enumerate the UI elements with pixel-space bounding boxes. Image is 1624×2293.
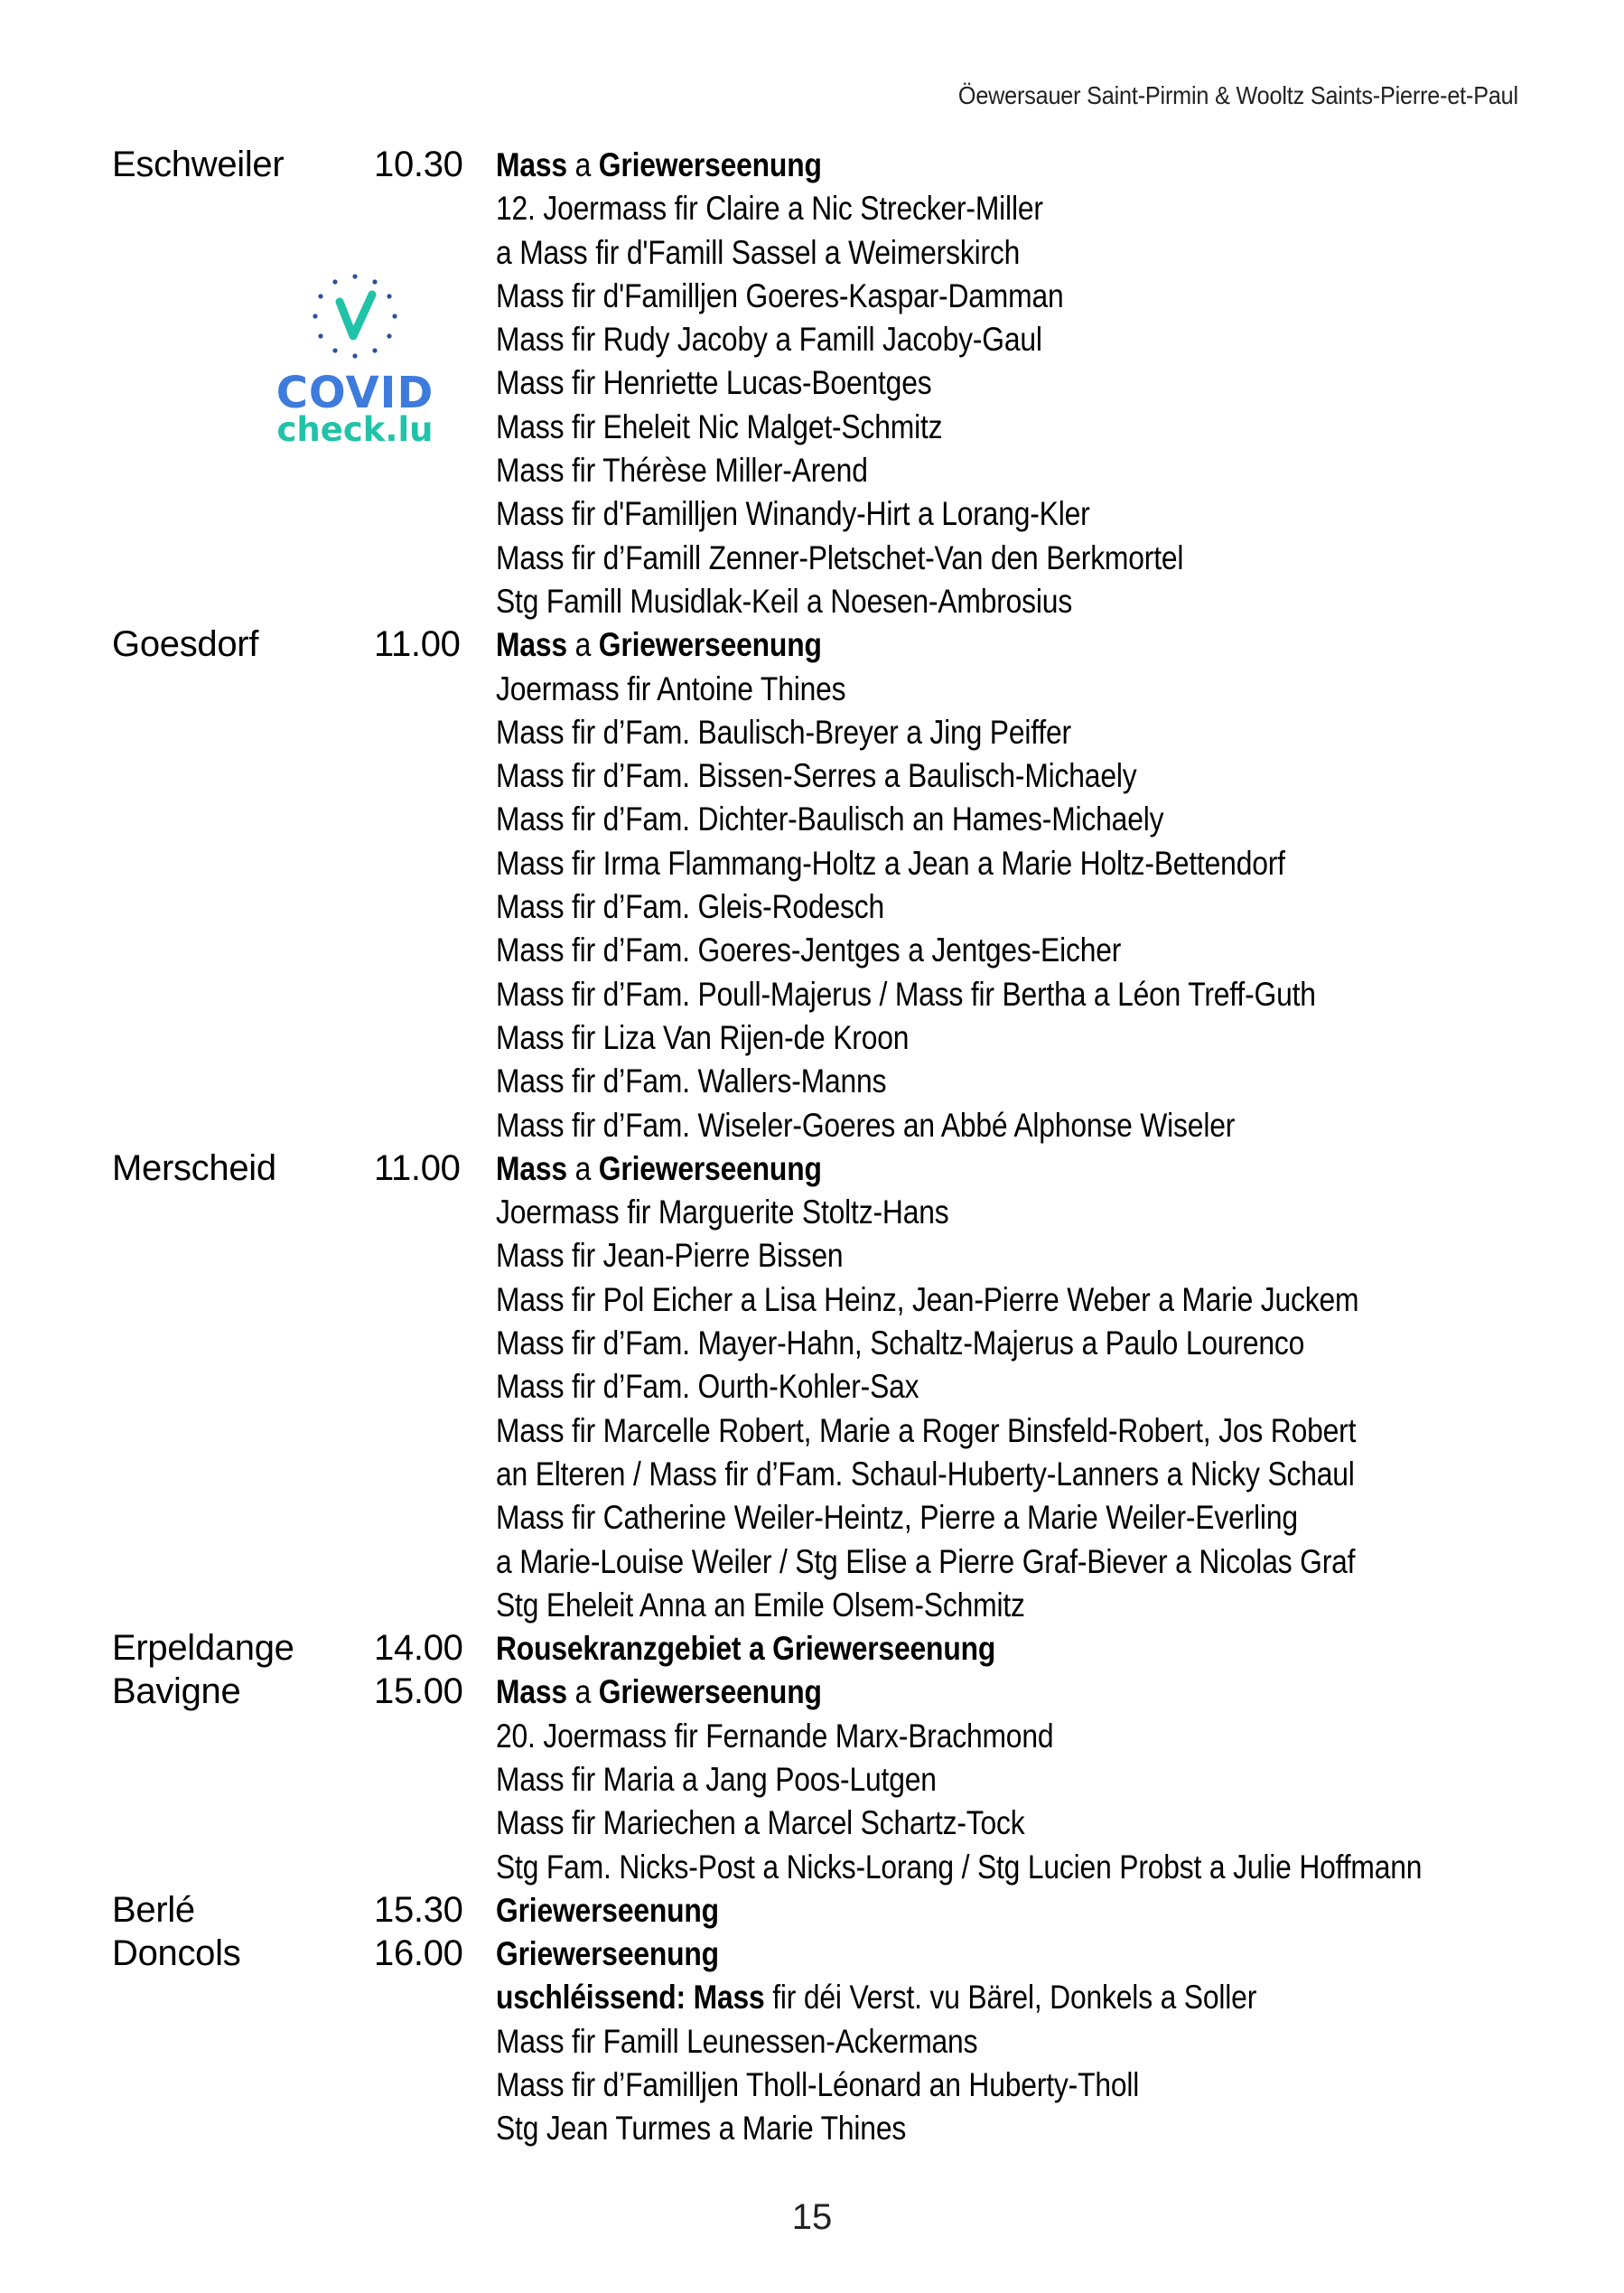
schedule-line	[0, 579, 1624, 622]
service-heading	[496, 1628, 995, 1670]
intention-line: Mass fir d’Fam. Wallers-Manns	[496, 1062, 887, 1100]
schedule-line	[0, 186, 1624, 229]
intention-line: Mass fir Henriette Lucas-Boentges	[496, 364, 932, 402]
service-time: 11.00	[374, 1147, 461, 1188]
intention-line: Mass fir d’Fam. Bissen-Serres a Baulisch-Michaely	[496, 757, 1137, 795]
intention-line: Mass fir d’Fam. Baulisch-Breyer a Jing Peiffer	[496, 713, 1071, 751]
schedule-line	[0, 841, 1624, 884]
service-time: 16.00	[374, 1933, 463, 1974]
schedule-line	[0, 1757, 1624, 1801]
heading-bold: Griewerseenung	[598, 1149, 822, 1187]
intention-line: Stg Famill Musidlak-Keil a Noesen-Ambrosius	[496, 582, 1073, 620]
schedule-line	[0, 1540, 1624, 1583]
heading-connector: a	[566, 146, 599, 183]
heading-bold: uschléissend: Mass	[496, 1979, 765, 2017]
schedule-line	[0, 1364, 1624, 1408]
schedule-line	[0, 143, 1624, 186]
schedule-line	[0, 1495, 1624, 1539]
schedule-line	[0, 1059, 1624, 1102]
intention-line: Mass fir d’Famill Zenner-Pletschet-Van den Berkmortel	[496, 538, 1184, 576]
heading-bold: Mass	[496, 626, 567, 664]
schedule-line	[0, 753, 1624, 797]
intention-line: Mass fir d’Fam. Mayer-Hahn, Schaltz-Majerus a Paulo Lourenco	[496, 1324, 1305, 1362]
page-number: 15	[791, 2197, 833, 2237]
heading-bold: Griewerseenung	[496, 1935, 719, 1973]
intention-line: Mass fir Marcelle Robert, Marie a Roger Binsfeld-Robert, Jos Robert	[496, 1411, 1357, 1449]
intention-line: Stg Fam. Nicks-Post a Nicks-Lorang / Stg Lucien Probst a Julie Hoffmann	[496, 1848, 1423, 1886]
mass-schedule	[0, 143, 1624, 2150]
heading-connector: fir déi Verst. vu Bärel, Donkels a Soller	[764, 1979, 1257, 2017]
intention-line: Mass fir Maria a Jang Poos-Lutgen	[496, 1760, 937, 1798]
heading-bold: Griewerseenung	[598, 626, 822, 664]
schedule-line	[0, 2019, 1624, 2063]
schedule-line	[0, 1015, 1624, 1059]
service-heading	[496, 1890, 719, 1932]
service-place: Merscheid	[112, 1147, 276, 1188]
service-block	[0, 1888, 1624, 1932]
schedule-line	[0, 360, 1624, 404]
schedule-line	[0, 2063, 1624, 2106]
intention-line: Mass fir d’Familljen Tholl-Léonard an Huberty-Tholl	[496, 2066, 1140, 2104]
service-block	[0, 1626, 1624, 1670]
schedule-line	[0, 1233, 1624, 1277]
schedule-line	[0, 1190, 1624, 1233]
schedule-line	[0, 1321, 1624, 1364]
heading-bold: Griewerseenung	[598, 1673, 822, 1711]
intention-line: Mass fir Famill Leunessen-Ackermans	[496, 2022, 978, 2060]
schedule-line	[0, 1452, 1624, 1495]
heading-bold: Griewerseenung	[496, 1891, 719, 1929]
service-block	[0, 1146, 1624, 1626]
heading-bold: Mass	[496, 1673, 567, 1711]
schedule-line	[0, 536, 1624, 579]
page-header: Öewersauer Saint-Pirmin & Wooltz Saints-Pierre-et-Paul	[957, 81, 1518, 109]
intention-line: Mass fir Rudy Jacoby a Famill Jacoby-Gaul	[496, 321, 1042, 359]
intention-line: 12. Joermass fir Claire a Nic Strecker-Miller	[496, 190, 1043, 228]
service-block	[0, 1670, 1624, 1887]
schedule-line	[0, 710, 1624, 753]
intention-line: Mass fir d’Fam. Wiseler-Goeres an Abbé Alphonse Wiseler	[496, 1106, 1236, 1144]
heading-connector: a	[566, 1673, 599, 1711]
service-heading	[496, 145, 822, 186]
service-block	[0, 1932, 1624, 2149]
service-place: Berlé	[112, 1889, 195, 1930]
heading-bold: Rousekranzgebiet a Griewerseenung	[496, 1630, 996, 1668]
intention-line: a Mass fir d'Famill Sassel a Weimerskirch	[496, 233, 1021, 271]
schedule-line	[0, 1409, 1624, 1452]
intention-line: Mass fir d'Familljen Winandy-Hirt a Lorang-Kler	[496, 495, 1090, 533]
heading-bold: Mass	[496, 1149, 567, 1187]
schedule-line	[0, 1146, 1624, 1190]
schedule-line	[0, 972, 1624, 1015]
schedule-line	[0, 1845, 1624, 1888]
intention-line: Joermass fir Marguerite Stoltz-Hans	[496, 1193, 949, 1231]
service-heading	[496, 1148, 822, 1190]
intention-line: Mass fir d’Fam. Ourth-Kohler-Sax	[496, 1368, 919, 1406]
schedule-line	[0, 230, 1624, 274]
schedule-line	[0, 1932, 1624, 1975]
service-heading	[496, 1977, 1256, 2018]
schedule-line	[0, 317, 1624, 360]
service-block	[0, 143, 1624, 622]
service-place: Bavigne	[112, 1671, 241, 1712]
intention-line: Mass fir Catherine Weiler-Heintz, Pierre a Marie Weiler-Everling	[496, 1499, 1298, 1537]
schedule-line	[0, 1888, 1624, 1932]
schedule-line	[0, 405, 1624, 448]
covid-logo-sub: check.lu	[276, 410, 434, 449]
schedule-line	[0, 1626, 1624, 1670]
intention-line: Stg Eheleit Anna an Emile Olsem-Schmitz	[496, 1586, 1025, 1624]
intention-line: Mass fir Jean-Pierre Bissen	[496, 1237, 844, 1275]
covid-logo-word: COVID	[275, 368, 434, 418]
schedule-line	[0, 1714, 1624, 1757]
intention-line: Mass fir Liza Van Rijen-de Kroon	[496, 1018, 910, 1056]
heading-bold: Griewerseenung	[598, 146, 822, 183]
schedule-line	[0, 1975, 1624, 2018]
heading-connector: a	[566, 1149, 599, 1187]
intention-line: Mass fir Pol Eicher a Lisa Heinz, Jean-Pierre Weber a Marie Juckem	[496, 1280, 1359, 1318]
intention-line: Mass fir Thérèse Miller-Arend	[496, 452, 868, 490]
schedule-line	[0, 1670, 1624, 1713]
service-heading	[496, 1933, 719, 1975]
intention-line: Mass fir d’Fam. Gleis-Rodesch	[496, 888, 884, 926]
schedule-line	[0, 1583, 1624, 1626]
intention-line: Mass fir d’Fam. Dichter-Baulisch an Hames-Michaely	[496, 800, 1164, 838]
intention-line: Mass fir d’Fam. Goeres-Jentges a Jentges-Eicher	[496, 931, 1122, 969]
heading-connector: a	[566, 626, 599, 664]
service-time: 15.30	[374, 1889, 463, 1930]
schedule-line	[0, 884, 1624, 928]
service-place: Eschweiler	[112, 145, 285, 184]
intention-line: Mass fir Mariechen a Marcel Schartz-Tock	[496, 1804, 1025, 1842]
schedule-line	[0, 928, 1624, 971]
service-heading	[496, 1671, 822, 1713]
intention-line: Mass fir d'Familljen Goeres-Kaspar-Damman	[496, 276, 1064, 314]
schedule-line	[0, 491, 1624, 535]
service-time: 10.30	[374, 145, 463, 184]
intention-line: an Elteren / Mass fir d’Fam. Schaul-Huberty-Lanners a Nicky Schaul	[496, 1455, 1355, 1493]
intention-line: Mass fir Eheleit Nic Malget-Schmitz	[496, 407, 943, 445]
schedule-line	[0, 797, 1624, 840]
schedule-line	[0, 448, 1624, 491]
schedule-line	[0, 1801, 1624, 1844]
service-block	[0, 622, 1624, 1146]
service-time: 15.00	[374, 1671, 463, 1712]
service-time: 11.00	[374, 624, 461, 665]
schedule-line	[0, 667, 1624, 710]
schedule-line	[0, 1103, 1624, 1146]
intention-line: Stg Jean Turmes a Marie Thines	[496, 2110, 907, 2148]
service-time: 14.00	[374, 1628, 463, 1669]
schedule-line	[0, 2106, 1624, 2149]
schedule-line	[0, 1278, 1624, 1321]
service-place: Doncols	[112, 1933, 241, 1974]
intention-line: a Marie-Louise Weiler / Stg Elise a Pierre Graf-Biever a Nicolas Graf	[496, 1542, 1356, 1580]
schedule-line	[0, 622, 1624, 666]
service-place: Erpeldange	[112, 1628, 294, 1669]
service-heading	[496, 624, 822, 666]
intention-line: Joermass fir Antoine Thines	[496, 669, 846, 707]
heading-bold: Mass	[496, 146, 567, 183]
schedule-line	[0, 274, 1624, 317]
intention-line: Mass fir Irma Flammang-Holtz a Jean a Marie Holtz-Bettendorf	[496, 844, 1285, 882]
intention-line: Mass fir d’Fam. Poull-Majerus / Mass fir Bertha a Léon Treff-Guth	[496, 975, 1316, 1013]
intention-line: 20. Joermass fir Fernande Marx-Brachmond	[496, 1717, 1054, 1755]
service-place: Goesdorf	[112, 624, 259, 665]
